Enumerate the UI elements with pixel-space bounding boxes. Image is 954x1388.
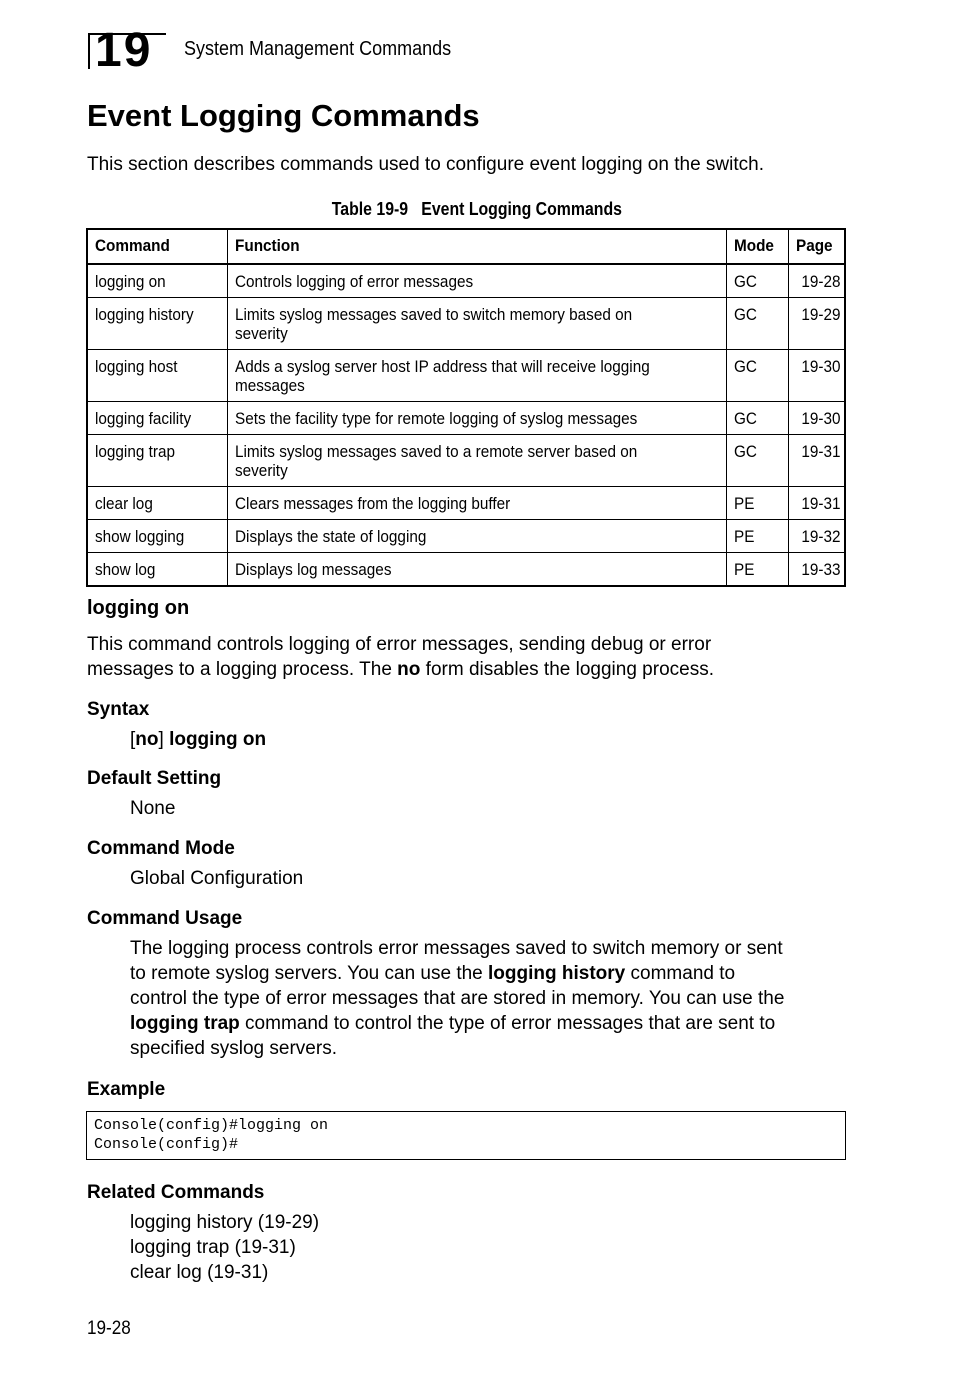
- command-heading: logging on: [87, 597, 190, 619]
- command-usage-heading: Command Usage: [87, 908, 243, 929]
- cell-mode: PE: [727, 553, 789, 587]
- section-intro: This section describes commands used to configure event logging on the switch.: [87, 154, 764, 175]
- cell-command: logging trap: [87, 435, 228, 487]
- related-commands-heading: Related Commands: [87, 1182, 265, 1203]
- table-row: [87, 487, 845, 520]
- cell-mode: GC: [727, 264, 789, 298]
- cell-page: 19-33: [789, 553, 845, 587]
- column-header-command: Command: [87, 229, 228, 264]
- cell-function: Limits syslog messages saved to switch memory based on severity: [228, 298, 727, 350]
- table-header-row: [87, 229, 845, 264]
- cell-page: 19-31: [789, 435, 845, 487]
- table-row: [87, 298, 845, 350]
- cell-function: Clears messages from the logging buffer: [228, 487, 727, 520]
- default-setting-heading: Default Setting: [87, 768, 222, 789]
- cell-function: Displays the state of logging: [228, 520, 727, 553]
- chapter-title: System Management Commands: [184, 38, 452, 60]
- cell-page: 19-28: [789, 264, 845, 298]
- command-mode-heading: Command Mode: [87, 838, 235, 859]
- cell-function: Adds a syslog server host IP address that will receive logging messages: [228, 350, 727, 402]
- command-mode-value: Global Configuration: [130, 868, 304, 889]
- cell-command: logging host: [87, 350, 228, 402]
- table-row: [87, 350, 845, 402]
- syntax-heading: Syntax: [87, 699, 150, 720]
- cell-function: Controls logging of error messages: [228, 264, 727, 298]
- cell-command: clear log: [87, 487, 228, 520]
- cell-mode: PE: [727, 487, 789, 520]
- cell-command: logging history: [87, 298, 228, 350]
- cell-page: 19-30: [789, 350, 845, 402]
- cell-command: show log: [87, 553, 228, 587]
- cell-function: Limits syslog messages saved to a remote server based on severity: [228, 435, 727, 487]
- event-logging-commands-table: [86, 228, 846, 587]
- cell-mode: GC: [727, 402, 789, 435]
- column-header-page: Page: [789, 229, 845, 264]
- code-line: Console(config)#: [94, 1136, 239, 1153]
- example-code-block: [86, 1111, 846, 1160]
- syntax-text: [no] logging on: [130, 729, 267, 750]
- code-line: Console(config)#logging on: [94, 1117, 329, 1134]
- cell-command: logging on: [87, 264, 228, 298]
- table-caption: Table 19-9 Event Logging Commands: [331, 199, 623, 219]
- command-description: This command controls logging of error messages, sending debug or error messages to a logging process. The no form disables the logging process.: [87, 634, 714, 680]
- cell-mode: GC: [727, 435, 789, 487]
- table-row: [87, 553, 845, 587]
- command-usage-text: The logging process controls error messages saved to switch memory or sent to remote syslog servers. You can use the logging history command to control the type of error messages that are stored in memory. You can use the logging trap command to control the type of error messages that are sent to specified syslog servers.: [130, 938, 785, 1059]
- page-number: 19-28: [87, 1318, 131, 1339]
- cell-page: 19-30: [789, 402, 845, 435]
- example-heading: Example: [87, 1079, 166, 1100]
- cell-command: logging facility: [87, 402, 228, 435]
- column-header-function: Function: [228, 229, 727, 264]
- cell-page: 19-31: [789, 487, 845, 520]
- cell-command: show logging: [87, 520, 228, 553]
- list-item: clear log (19-31): [130, 1262, 269, 1283]
- cell-mode: GC: [727, 350, 789, 402]
- table-row: [87, 264, 845, 298]
- cell-mode: GC: [727, 298, 789, 350]
- cell-mode: PE: [727, 520, 789, 553]
- table-row: [87, 402, 845, 435]
- chapter-number: 19: [95, 24, 153, 77]
- list-item: logging history (19-29): [130, 1212, 320, 1233]
- column-header-mode: Mode: [727, 229, 789, 264]
- cell-function: Sets the facility type for remote logging of syslog messages: [228, 402, 727, 435]
- cell-page: 19-32: [789, 520, 845, 553]
- default-setting-value: None: [130, 798, 176, 819]
- list-item: logging trap (19-31): [130, 1237, 296, 1258]
- cell-function: Displays log messages: [228, 553, 727, 587]
- related-commands-list: [130, 1210, 319, 1285]
- section-title: Event Logging Commands: [87, 98, 480, 133]
- table-row: [87, 435, 845, 487]
- cell-page: 19-29: [789, 298, 845, 350]
- table-row: [87, 520, 845, 553]
